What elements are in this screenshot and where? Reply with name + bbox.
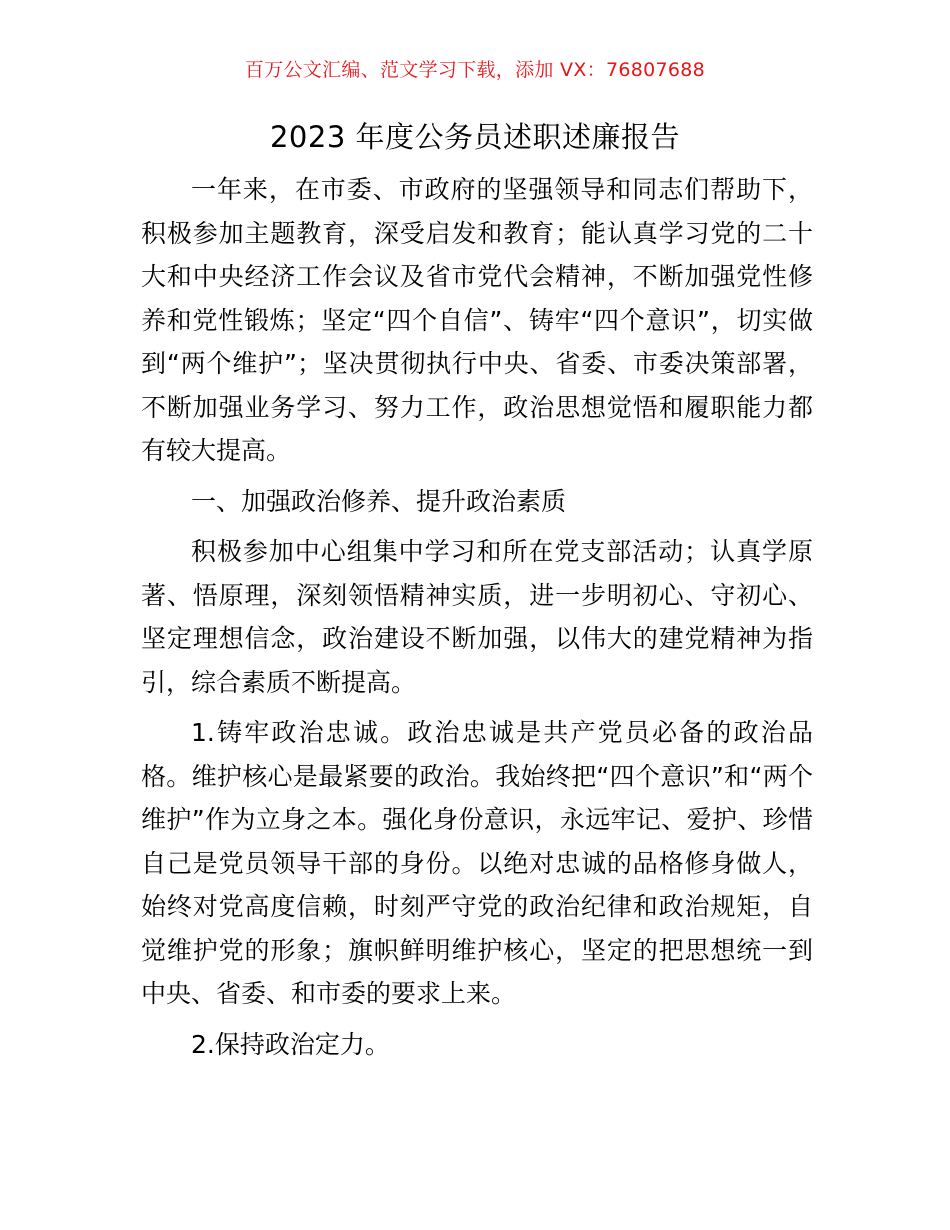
paragraph-item-2: 2.保持政治定力。 xyxy=(191,1029,390,1059)
section-heading-1: 一、加强政治修养、提升政治素质 xyxy=(191,486,567,516)
paragraph-section-1: 积极参加中心组集中学习和所在党支部活动；认真学原著、悟原理，深刻领悟精神实质，进一步明初心、守初心、坚定理想信念，政治建设不断加强，以伟大的建党精神为指引，综合素质不断提高。 xyxy=(141,537,813,697)
document-body xyxy=(141,168,813,1073)
paragraph-intro: 一年来，在市委、市政府的坚强领导和同志们帮助下，积极参加主题教育，深受启发和教育；能认真学习党的二十大和中央经济工作会议及省市党代会精神，不断加强党性修养和党性锻炼；坚定“四个自信”、铸牢“四个意识”，切实做到“两个维护”；坚决贯彻执行中央、省委、市委决策部署，不断加强业务学习、努力工作，政治思想觉悟和履职能力都有较大提高。 xyxy=(141,175,813,465)
header-watermark-note: 百万公文汇编、范文学习下载，添加 VX：76807688 xyxy=(244,59,706,81)
paragraph-item-1: 1.铸牢政治忠诚。政治忠诚是共产党员必备的政治品格。维护核心是最紧要的政治。我始终把“四个意识”和“两个维护”作为立身之本。强化身份意识，永远牢记、爱护、珍惜自己是党员领导干部的身份。以绝对忠诚的品格修身做人，始终对党高度信赖，时刻严守党的政治纪律和政治规矩，自觉维护党的形象；旗帜鲜明维护核心，坚定的把思想统一到中央、省委、和市委的要求上来。 xyxy=(141,718,813,1008)
document-title: 2023 年度公务员述职述廉报告 xyxy=(269,120,681,154)
